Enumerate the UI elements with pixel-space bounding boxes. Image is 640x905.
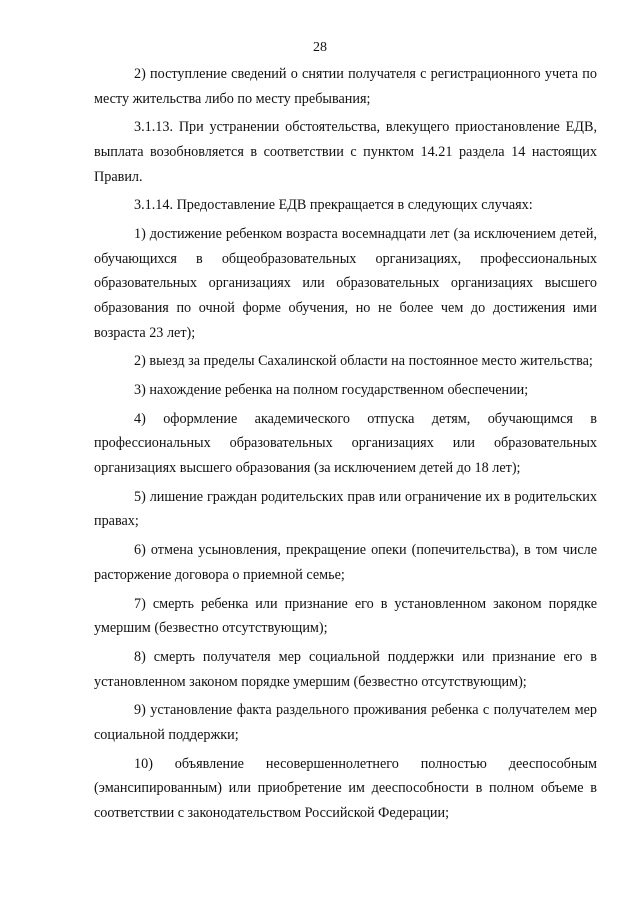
list-item-4: 4) оформление академического отпуска детям, обучающимся в профессиональных образовательных организациях или образовательных организациях высшего образования (за исключением детей до 18 лет); bbox=[94, 410, 597, 477]
paragraph-3-1-13: 3.1.13. При устранении обстоятельства, влекущего приостановление ЕДВ, выплата возобновляется в соответствии с пунктом 14.21 раздела 14 настоящих Правил. bbox=[94, 119, 597, 185]
list-item-5: 5) лишение граждан родительских прав или ограничение их в родительских правах; bbox=[94, 488, 597, 530]
document-body bbox=[94, 62, 597, 830]
paragraph-item-2-registration: 2) поступление сведений о снятии получателя с регистрационного учета по месту жительства либо по месту пребывания; bbox=[94, 66, 597, 107]
list-item-6: 6) отмена усыновления, прекращение опеки (попечительства), в том числе расторжение договора о приемной семье; bbox=[94, 542, 597, 583]
list-item-3: 3) нахождение ребенка на полном государственном обеспечении; bbox=[134, 382, 529, 399]
list-item-8: 8) смерть получателя мер социальной поддержки или признание его в установленном законом порядке умершим (безвестно отсутствующим); bbox=[94, 648, 597, 690]
page-number: 28 bbox=[313, 40, 327, 55]
paragraph-3-1-14-heading: 3.1.14. Предоставление ЕДВ прекращается в следующих случаях: bbox=[134, 197, 533, 214]
list-item-1: 1) достижение ребенком возраста восемнадцати лет (за исключением детей, обучающихся в общеобразовательных организациях, профессиональных образовательных организациях или образовательных организациях высшего образования по очной форме обучения, но не более чем до достижения ими возраста 23 лет); bbox=[94, 226, 597, 341]
list-item-9: 9) установление факта раздельного проживания ребенка с получателем мер социальной поддержки; bbox=[94, 702, 597, 743]
list-item-2: 2) выезд за пределы Сахалинской области на постоянное место жительства; bbox=[134, 353, 593, 370]
list-item-10: 10) объявление несовершеннолетнего полностью дееспособным (эмансипированным) или приобретение им дееспособности в полном объеме в соответствии с законодательством Российской Федерации; bbox=[94, 755, 597, 821]
list-item-7: 7) смерть ребенка или признание его в установленном законом порядке умершим (безвестно отсутствующим); bbox=[94, 595, 597, 637]
